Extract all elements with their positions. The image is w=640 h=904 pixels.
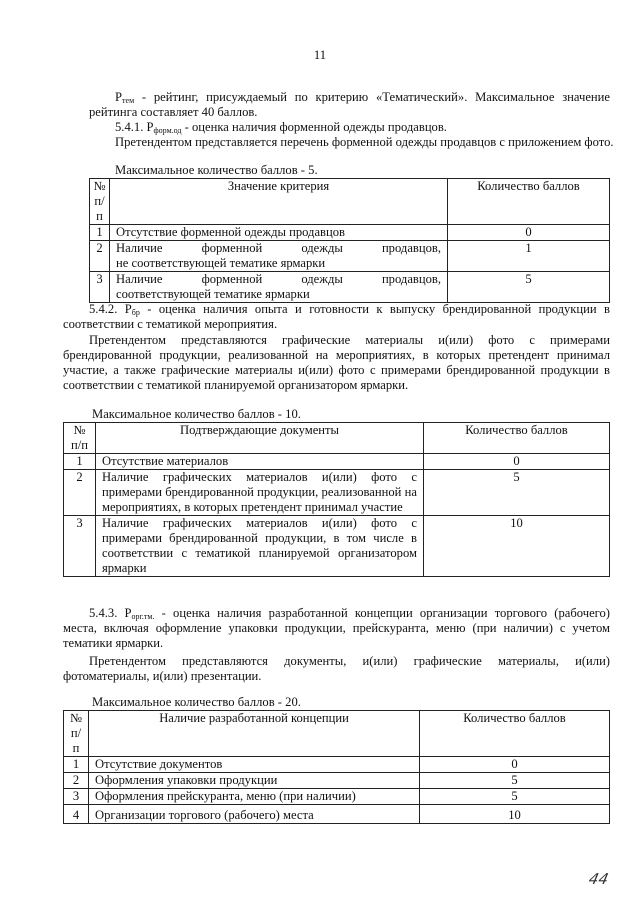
row-score: 0 xyxy=(420,757,610,773)
section-text: - оценка наличия опыта и готовности к выпуску брендированной продукции в соответствии с тематикой мероприятия. xyxy=(63,302,611,331)
row-text: Отсутствие форменной одежды продавцов xyxy=(110,225,448,241)
table-row xyxy=(90,225,610,241)
row-score: 5 xyxy=(420,773,610,789)
section-text: - оценка наличия разработанной концепции организации торгового (рабочего) места, включая оформление упаковки продукции, прейскуранта, меню (при наличии) с учетом тематики ярмарки. xyxy=(63,606,611,650)
section-542-max: Максимальное количество баллов - 10. xyxy=(92,407,301,421)
table-row xyxy=(64,516,610,577)
row-score: 0 xyxy=(424,454,610,470)
row-text: Оформления упаковки продукции xyxy=(89,773,420,789)
header-num: № п/п xyxy=(90,179,110,225)
table-543 xyxy=(63,710,610,824)
section-543-heading xyxy=(63,606,610,651)
section-542-paragraph: Претендентом представляются графические материалы и(или) фото с примерами брендированной продукции, реализованной на мероприятиях, в которых претендент принимал участие, а также графические материалы и(или) фото с примерами брендированной продукции в соответствии с тематикой планируемой организатором ярмарки. xyxy=(63,333,610,392)
table-header-row xyxy=(64,423,610,454)
row-score: 0 xyxy=(448,225,610,241)
table-row xyxy=(64,757,610,773)
row-num: 1 xyxy=(90,225,110,241)
subscript: тем xyxy=(122,96,135,105)
intro-paragraph xyxy=(89,90,610,120)
section-543-paragraph: Претендентом представляются документы, и(или) графические материалы, и(или) фотоматериалы, и(или) презентации. xyxy=(63,654,610,683)
row-text: Отсутствие материалов xyxy=(96,454,424,470)
row-num: 4 xyxy=(64,805,89,824)
header-score: Количество баллов xyxy=(424,423,610,454)
table-row xyxy=(64,789,610,805)
section-number: 5.4.1. Р xyxy=(115,120,154,134)
row-text-line: Наличие форменной одежды продавцов, xyxy=(116,272,441,286)
subscript: орг.тм. xyxy=(131,612,155,621)
section-text: - оценка наличия форменной одежды продавцов. xyxy=(181,120,447,134)
row-text xyxy=(110,241,448,272)
header-num: № п/п xyxy=(64,423,96,454)
row-text: Организации торгового (рабочего) места xyxy=(89,805,420,824)
header-concept: Наличие разработанной концепции xyxy=(89,711,420,757)
table-row xyxy=(64,470,610,516)
intro-text: - рейтинг, присуждаемый по критерию «Тематический». Максимальное значение рейтинга составляет 40 баллов. xyxy=(89,90,610,119)
row-num: 2 xyxy=(64,470,96,516)
section-541-heading xyxy=(89,120,610,135)
subscript: бр xyxy=(131,308,140,317)
section-542-heading xyxy=(63,302,610,332)
section-number: 5.4.2. Р xyxy=(89,302,132,316)
row-num: 3 xyxy=(90,272,110,303)
row-num: 2 xyxy=(64,773,89,789)
handwritten-page-number: 44 xyxy=(587,870,611,888)
table-row xyxy=(64,805,610,824)
row-score: 5 xyxy=(448,272,610,303)
row-score: 5 xyxy=(420,789,610,805)
header-score: Количество баллов xyxy=(420,711,610,757)
table-row xyxy=(64,773,610,789)
row-num: 2 xyxy=(90,241,110,272)
row-text: Отсутствие документов xyxy=(89,757,420,773)
row-score: 10 xyxy=(424,516,610,577)
row-text-line: Наличие форменной одежды продавцов, xyxy=(116,241,441,255)
row-text: Наличие графических материалов и(или) фото с примерами брендированной продукции, в том числе в соответствии с тематикой планируемой организатором ярмарки xyxy=(96,516,424,577)
table-541 xyxy=(89,178,610,303)
table-542 xyxy=(63,422,610,577)
section-543-max: Максимальное количество баллов - 20. xyxy=(92,695,301,709)
row-text: Наличие графических материалов и(или) фото с примерами брендированной продукции, реализованной на мероприятиях, в которых претендент принимал участие xyxy=(96,470,424,516)
table-row xyxy=(90,272,610,303)
table-header-row xyxy=(64,711,610,757)
row-score: 5 xyxy=(424,470,610,516)
section-541-paragraph: Претендентом представляется перечень форменной одежды продавцов с приложением фото. xyxy=(115,135,614,149)
table-row xyxy=(64,454,610,470)
row-text-line: не соответствующей тематике ярмарки xyxy=(116,256,326,270)
row-score: 1 xyxy=(448,241,610,272)
header-criterion: Значение критерия xyxy=(110,179,448,225)
header-documents: Подтверждающие документы xyxy=(96,423,424,454)
row-num: 3 xyxy=(64,516,96,577)
row-num: 1 xyxy=(64,757,89,773)
row-text: Оформления прейскуранта, меню (при наличии) xyxy=(89,789,420,805)
header-num: № п/п xyxy=(64,711,89,757)
section-number: 5.4.3. Р xyxy=(89,606,132,620)
table-header-row xyxy=(90,179,610,225)
section-541-max: Максимальное количество баллов - 5. xyxy=(115,163,318,177)
header-score: Количество баллов xyxy=(448,179,610,225)
subscript: форм.од xyxy=(153,126,182,135)
symbol: Р xyxy=(115,90,123,104)
row-num: 1 xyxy=(64,454,96,470)
row-num: 3 xyxy=(64,789,89,805)
row-text xyxy=(110,272,448,303)
row-text-line: соответствующей тематике ярмарки xyxy=(116,287,310,301)
table-row xyxy=(90,241,610,272)
page-number: 11 xyxy=(313,48,327,62)
row-score: 10 xyxy=(420,805,610,824)
